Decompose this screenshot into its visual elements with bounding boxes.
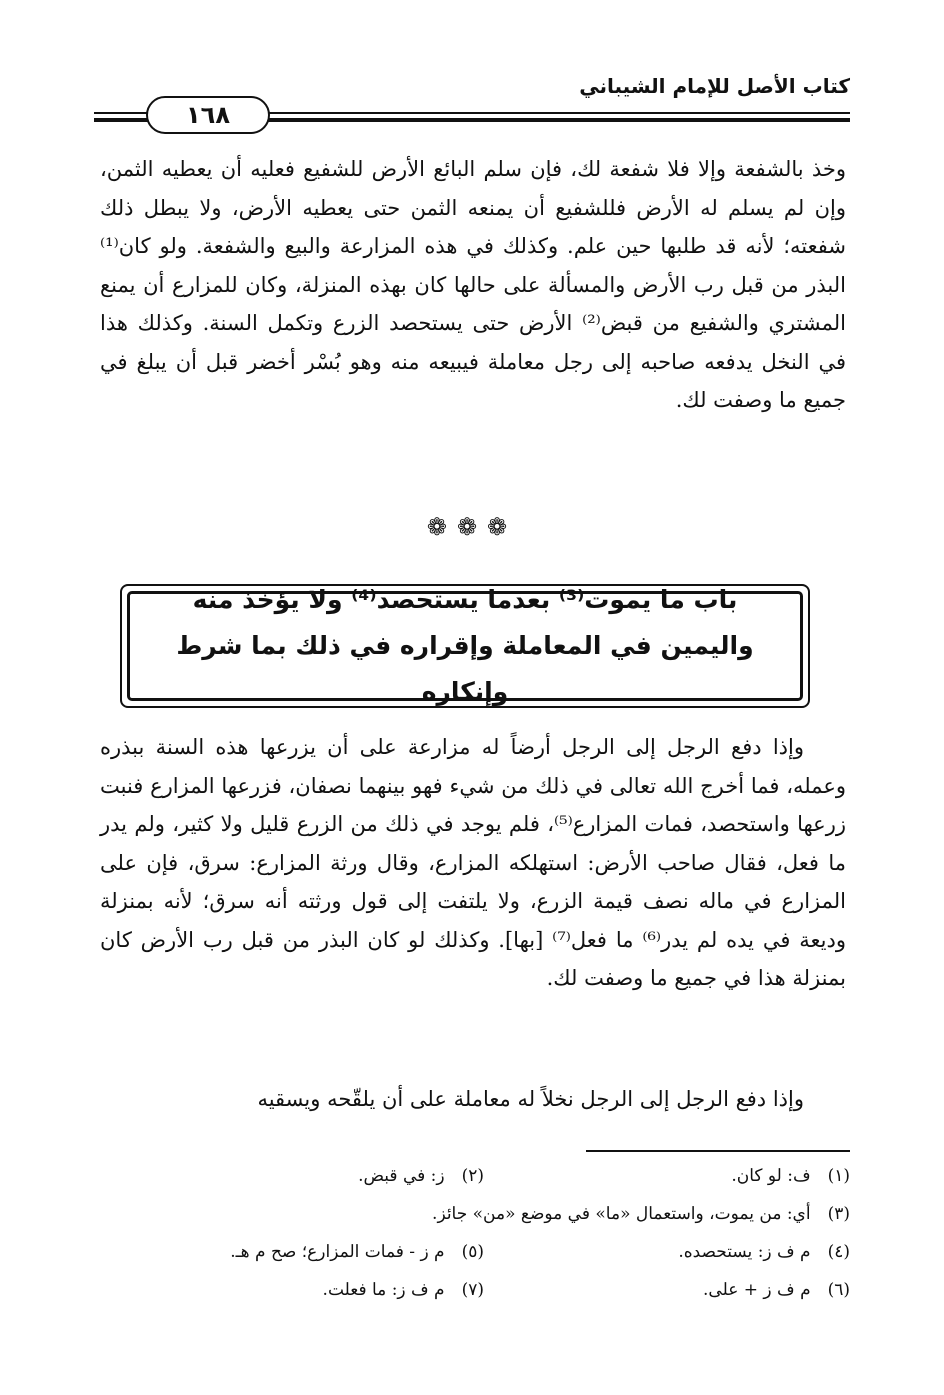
- footnote-number: (٧): [461, 1280, 484, 1300]
- footnote-4: [678, 1240, 850, 1264]
- section-separator: ❁❁❁: [426, 513, 518, 541]
- footnote-5: [230, 1240, 484, 1264]
- footnote-text: م ف ز + على.: [703, 1280, 811, 1300]
- body-paragraph-1: وخذ بالشفعة وإلا فلا شفعة لك، فإن سلم البائع الأرض للشفيع فعليه أن يعطيه الثمن، وإن لم يسلم له الأرض فللشفيع أن يمنعه الثمن حتى يعطيه الأرض، ولا يبطل ذلك شفعته؛ لأنه قد طلبها حين علم. وكذلك في هذه المزارعة والبيع والشفعة. ولو كان⁽¹⁾ البذر من قبل رب الأرض والمسألة على حالها كان بهذه المنزلة، وكان للمزارع أن يمنع المشتري والشفيع من قبض⁽²⁾ الأرض حتى يستحصد الزرع وتكمل السنة. وكذلك هذا في النخل يدفعه صاحبه إلى رجل معاملة فيبيعه منه وهو بُسْر أخضر قبل أن يبلغ في جميع ما وصفت لك.: [100, 157, 847, 412]
- footnote-number: (٢): [461, 1166, 484, 1186]
- footnote-number: (٥): [461, 1242, 484, 1262]
- footnote-number: (٦): [827, 1280, 850, 1300]
- chapter-heading-line-2: واليمين في المعاملة وإقراره في ذلك بما شرط وإنكاره: [176, 631, 754, 706]
- footnote-text: ز: في قبض.: [358, 1166, 445, 1186]
- footnote-1: [731, 1164, 850, 1188]
- running-header-title: كتاب الأصل للإمام الشيباني: [579, 74, 850, 98]
- footnote-text: أي: من يموت، واستعمال «ما» في موضع «من» جائز.: [432, 1204, 811, 1224]
- footnote-text: ف: لو كان.: [731, 1166, 811, 1186]
- chapter-heading-line-1: باب ما يموت⁽³⁾ بعدما يستحصد⁽⁴⁾ ولا يؤخذ منه: [192, 585, 738, 614]
- footnote-7: [323, 1278, 484, 1302]
- body-paragraph-3: وإذا دفع الرجل إلى الرجل نخلاً له معاملة على أن يلقّحه ويسقيه: [257, 1087, 804, 1111]
- footnote-3: [432, 1202, 850, 1226]
- footnote-6: [703, 1278, 850, 1302]
- footnote-text: م ز - فمات المزارع؛ صح م هـ.: [230, 1242, 445, 1262]
- footnote-number: (٤): [827, 1242, 850, 1262]
- footnote-2: [358, 1164, 484, 1188]
- chapter-heading-inner-frame: [127, 585, 803, 706]
- footnote-text: م ف ز: ما فعلت.: [322, 1280, 445, 1300]
- footnote-number: (١): [827, 1166, 850, 1186]
- footnote-separator-rule: [586, 1150, 850, 1152]
- page-number: ١٦٨: [146, 96, 270, 134]
- footnote-text: م ف ز: يستحصده.: [678, 1242, 811, 1262]
- footnote-number: (٣): [827, 1204, 850, 1224]
- body-paragraph-2: وإذا دفع الرجل إلى الرجل أرضاً له مزارعة على أن يزرعها هذه السنة ببذره وعمله، فما أخرج الله تعالى في ذلك من شيء فهو بينهما نصفان، فزرعها المزارع فنبت زرعها واستحصد، فمات المزارع⁽⁵⁾، فلم يوجد في ذلك من الزرع قليل ولا كثير، ولم يدر ما فعل، فقال صاحب الأرض: استهلكه المزارع، وقال ورثة المزارع: سرق، فإن على المزارع في ماله نصف قيمة الزرع، ولا يلتفت إلى قول ورثته أنه سرق؛ لأنه بمنزلة وديعة في يده لم يدر⁽⁶⁾ ما فعل⁽⁷⁾ [بها]. وكذلك لو كان البذر من قبل رب الأرض كان بمنزلة هذا في جميع ما وصفت لك.: [100, 735, 846, 990]
- chapter-heading-frame: [120, 584, 810, 708]
